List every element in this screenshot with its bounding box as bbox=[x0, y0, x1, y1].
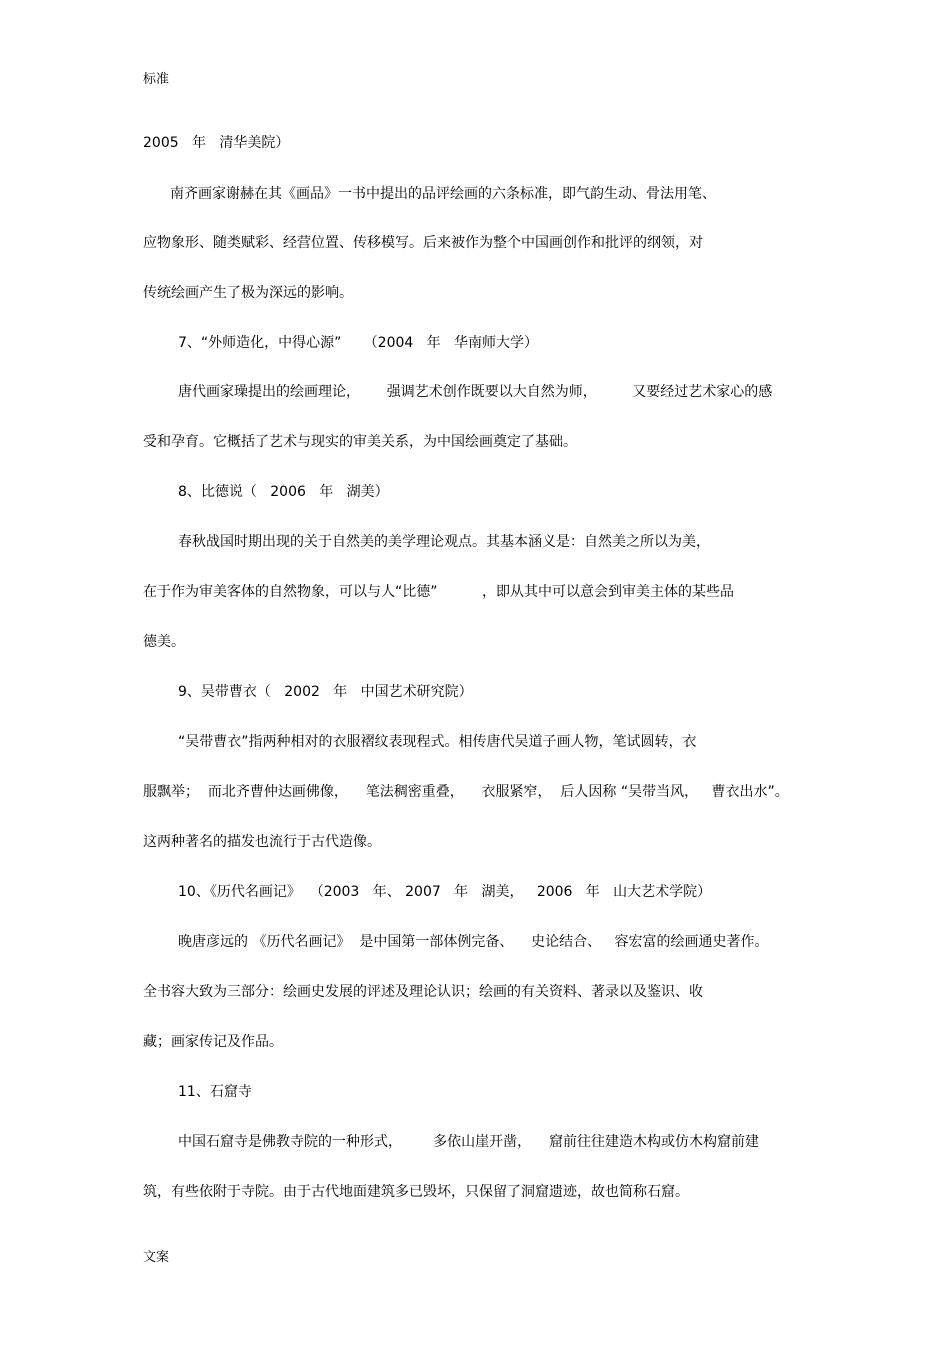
text-line: 受和孕育。它概括了艺术与现实的审美关系，为中国绘画奠定了基础。 bbox=[143, 434, 577, 450]
text-line: 2005 年 清华美院） bbox=[143, 135, 290, 151]
text-line: 这两种著名的描发也流行于古代造像。 bbox=[143, 834, 381, 850]
text-line: 藏；画家传记及作品。 bbox=[143, 1034, 283, 1050]
text-line: 德美。 bbox=[143, 634, 185, 650]
section-heading: 11、石窟寺 bbox=[178, 1084, 252, 1100]
text-line: 晚唐彦远的 《历代名画记》 是中国第一部体例完备、 史论结合、 容宏富的绘画通史著作。 bbox=[178, 934, 769, 950]
text-line: 在于作为审美客体的自然物象，可以与人“比德” ，即从其中可以意会到审美主体的某些品 bbox=[143, 584, 735, 600]
text-line: 应物象形、随类赋彩、经营位置、传移模写。后来被作为整个中国画创作和批评的纲领，对 bbox=[143, 235, 703, 251]
section-heading: 10、《历代名画记》 （2003 年、 2007 年 湖美， 2006 年 山大艺术学院） bbox=[178, 884, 712, 900]
text-line: 传统绘画产生了极为深远的影响。 bbox=[143, 285, 353, 301]
text-line: 服飘举； 而北齐曹仲达画佛像， 笔法稠密重叠， 衣服紧窄， 后人因称 “吴带当风， 曹衣出水”。 bbox=[143, 784, 789, 800]
section-heading: 9、吴带曹衣（ 2002 年 中国艺术研究院） bbox=[178, 684, 473, 700]
text-line: 筑，有些依附于寺院。由于古代地面建筑多已毁坏，只保留了洞窟遗迹，故也简称石窟。 bbox=[143, 1184, 689, 1200]
text-line: 唐代画家璪提出的绘画理论， 强调艺术创作既要以大自然为师， 又要经过艺术家心的感 bbox=[178, 384, 773, 400]
section-heading: 8、比德说（ 2006 年 湖美） bbox=[178, 484, 389, 500]
text-line: 全书容大致为三部分：绘画史发展的评述及理论认识；绘画的有关资料、著录以及鉴识、收 bbox=[143, 984, 703, 1000]
page-header: 标准 bbox=[143, 72, 170, 87]
text-line: 中国石窟寺是佛教寺院的一种形式， 多依山崖开凿， 窟前往往建造木构或仿木构窟前建 bbox=[178, 1134, 759, 1150]
text-line: 春秋战国时期出现的关于自然美的美学理论观点。其基本涵义是：自然美之所以为美， bbox=[178, 534, 710, 550]
text-line: “吴带曹衣”指两种相对的衣服褶纹表现程式。相传唐代吴道子画人物，笔试圆转，衣 bbox=[178, 734, 697, 750]
text-line: 南齐画家谢赫在其《画品》一书中提出的品评绘画的六条标准，即气韵生动、骨法用笔、 bbox=[170, 186, 716, 202]
section-heading: 7、“外师造化，中得心源” （2004 年 华南师大学） bbox=[178, 335, 538, 351]
page-footer: 文案 bbox=[143, 1250, 170, 1265]
